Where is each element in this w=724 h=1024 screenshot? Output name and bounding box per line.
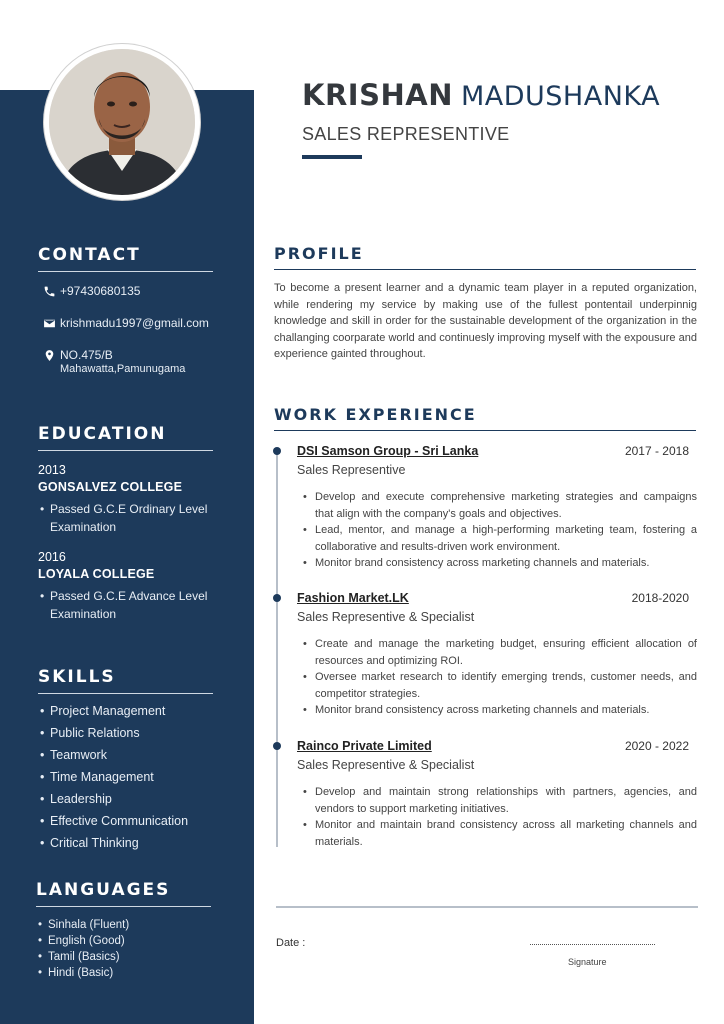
last-name: MADUSHANKA [460,81,661,112]
job-bullet: • Monitor and maintain brand consistency across all marketing channels and materials. [315,817,697,850]
language-item: • English (Good) [36,933,211,949]
job-header [270,591,697,605]
job-role: Sales Representive & Specialist [297,610,475,624]
skill-item: • Time Management [38,766,213,788]
language-item: • Hindi (Basic) [36,965,211,981]
job-entry [270,739,697,850]
address [60,348,185,376]
profile-text: To become a present learner and a dynamic team player in a reputed organization, while rendering my service by making use of the fullest pontentail underpinnig knowledge and skill in order for the sustainable development of the organization in the challanging coorparate world and continuesly improving myself with the expousure and experience gainted throughout. [274,282,697,360]
education-school: GONSALVEZ COLLEGE [38,480,183,494]
address-line-1: NO.475/B [60,348,113,362]
email-icon [38,316,60,330]
job-company: DSI Samson Group - Sri Lanka [297,444,479,458]
skills-heading: SKILLS [38,667,213,694]
education-entry [38,550,213,623]
contact-email-row [38,316,213,330]
skill-item: • Project Management [38,700,213,722]
job-title: SALES REPRESENTIVE [302,124,510,144]
education-year: 2013 [38,463,66,477]
language-item: • Tamil (Basics) [36,949,211,965]
job-bullet: • Monitor brand consistency across marketing channels and materials. [315,702,697,719]
address-line-2: Mahawatta,Pamunugama [60,363,186,375]
job-entry [270,444,697,572]
profile-photo-image [49,49,195,195]
name-block [302,78,660,112]
skills-list [38,700,213,854]
language-item: • Sinhala (Fluent) [36,917,211,933]
location-pin-icon [38,348,60,362]
email-address: krishmadu1997@gmail.com [60,316,209,330]
education-detail: • Passed G.C.E Advance Level Examination [38,587,213,623]
job-bullet: • Oversee market research to identify emerging trends, customer needs, and competitor strategies. [315,669,697,702]
languages-section [36,880,211,981]
job-company: Fashion Market.LK [297,591,409,605]
job-bullet: • Develop and execute comprehensive marketing strategies and campaigns that align with the company's goals and objectives. [315,489,697,522]
languages-heading: LANGUAGES [36,880,211,907]
job-header [270,739,697,753]
skill-item: • Leadership [38,788,213,810]
contact-address-row [38,348,213,376]
job-role: Sales Representive & Specialist [297,758,475,772]
phone-number: +97430680135 [60,284,141,298]
sidebar [0,90,254,1024]
skill-item: • Critical Thinking [38,832,213,854]
job-bullet: • Monitor brand consistency across marketing channels and materials. [315,555,697,572]
education-heading: EDUCATION [38,424,213,451]
footer-divider [276,906,698,908]
phone-icon [38,284,60,298]
education-school: LOYALA COLLEGE [38,567,155,581]
contact-heading: CONTACT [38,245,213,272]
profile-photo [44,44,200,200]
job-entry [270,591,697,719]
languages-list [36,917,211,981]
education-detail: • Passed G.C.E Ordinary Level Examination [38,500,213,536]
job-role: Sales Representive [297,463,406,477]
first-name: KRISHAN [302,78,453,112]
contact-section [38,245,213,376]
date-label: Date : [276,937,306,949]
skill-item: • Teamwork [38,744,213,766]
skills-section [38,667,213,854]
job-bullets [270,489,697,572]
education-section [38,424,213,623]
signature-line [530,944,655,945]
job-dates: 2017 - 2018 [624,444,689,458]
job-dates: 2020 - 2022 [624,739,689,753]
job-company: Rainco Private Limited [297,739,432,753]
skill-item: • Effective Communication [38,810,213,832]
job-bullet: • Create and manage the marketing budget, ensuring efficient allocation of resources and optimizing ROI. [315,636,697,669]
job-header [270,444,697,458]
job-bullets [270,784,697,850]
skill-item: • Public Relations [38,722,213,744]
education-entry [38,463,213,536]
job-bullet: • Develop and maintain strong relationships with partners, agencies, and vendors to support marketing initiatives. [315,784,697,817]
work-experience-heading: WORK EXPERIENCE [274,405,696,431]
title-underline [302,155,362,159]
job-bullets [270,636,697,719]
job-bullet: • Lead, mentor, and manage a high-performing marketing team, fostering a collaborative and results-driven work environment. [315,522,697,555]
signature-label: Signature [568,957,607,967]
job-dates: 2018-2020 [631,591,689,605]
education-year: 2016 [38,550,66,564]
contact-phone-row [38,284,213,298]
profile-heading: PROFILE [274,244,696,270]
